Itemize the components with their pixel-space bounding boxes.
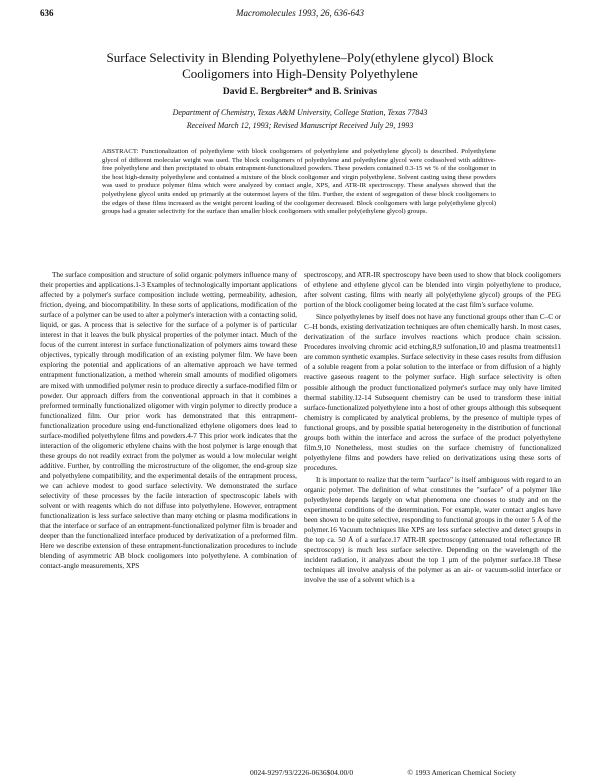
body-paragraph: The surface composition and structure of solid organic polymers influence many of their properties and applications.1-3 Examples of technologically important applications affected by a polymer's surface composition include wetting, permeability, adhesion, friction, dyeing, and biocompatibility. In these sorts of applications, modification of the surface of a polymer can be used to alter a polymer's interaction with a contacting solid, liquid, or gas. A process that is selective for the surface of a polymer is of particular interest in that it leaves the bulk physical properties of the polymer intact. Much of the focus of the current interest in surface functionalization of polymers aims toward these objectives, typically through modification of an existing polymer film. We have been exploring the potential and applications of an alternative approach we have termed entrapment functionalization, a method wherein small amounts of modified oligomers are mixed with unmodified polymer resin to produce directly a surface-modified film or powder. Our approach differs from the conventional approach in that it combines a preformed terminally functionalized oligomer with virgin polymer to directly produce a functionalized film. Our prior work has demonstrated that this entrapment-functionalization procedure using end-functionalized ethylene oligomers does lead to surface-modified polyethylene films and powders.4-7 This prior work indicates that the interaction of the oligomeric ethylene chains with the host polymer is large enough that these groups do not readily extract from the polymer as would a low molecular weight additive. Further, by controlling the microstructure of the oligomer, the end-group size and polyethylene compatibility, and the experimental details of the entrapment process, we can achieve modest to good surface selectivity. We demonstrated the surface selectivity of these processes by the facile interaction of spectroscopic labels with solvent or with reagents which do not diffuse into polyethylene. However, entrapment functionalization is less surface selective than many etching or plasma modifications in that the interface or surface of an entrapment-functionalized polymer film is broader and deeper than the functionalized interface produced by derivatization of a preformed film. Here we describe extension of these entrapment-functionalization procedures to include blending of asymmetric AB block cooligomers into polyethylene. A combination of contact-angle measurements, XPS [40, 271, 297, 571]
article-code: 0024-9297/93/2226-0636$04.00/0 [250, 768, 354, 777]
author-affiliation: Department of Chemistry, Texas A&M University, College Station, Texas 77843 [172, 108, 428, 117]
article-title: Surface Selectivity in Blending Polyethylene–Poly(ethylene glycol) Block Cooligomers into High-Density Polyethylene [106, 50, 494, 81]
body-paragraph: It is important to realize that the term "surface" is itself ambiguous with regard to an organic polymer. The definition of what constitutes the "surface" of a polymer like polyethylene depends largely on what phenomena one chooses to study and on the experimental conditions of the determination. For example, water contact angles have been shown to be quite selective, responding to functional groups in the outer 5 Å of the polymer.16 Vacuum techniques like XPS are less surface selective and detect groups in the top ca. 50 Å of a surface.17 ATR-IR spectroscopy (attenuated total reflectance IR spectroscopy) is much less surface selective. Depending on the wavelength of the incident radiation, it analyzes about the top 1 µm of the polymer surface.18 These techniques all involve analysis of the polymer as an air- or vacuum-solid interface or involve the use of a solvent which is a [304, 475, 561, 585]
body-column-right [304, 270, 561, 585]
body-paragraph: spectroscopy, and ATR-IR spectroscopy have been used to show that block cooligomers of ethylene and ethylene glycol can be blended into virgin polyethylene to produce, after solvent casting, films with nearly all poly(ethylene glycol) groups of the PEG portion of the block cooligomer being located at the cast film's surface volume. [304, 271, 561, 310]
body-paragraph: Since polyethylenes by itself does not have any functional groups other than C–C or C–H bonds, existing derivatization techniques are often chemically harsh. In most cases, derivatization of the surface involves reactions which produce chain scission. Procedures involving chromic acid etching,8,9 sulfonation,10 and plasma treatments11 are common synthetic examples. Surface selectivity in these cases results from diffusion of a soluble reagent from a polar solution to the interface or from diffusion of a highly reactive gaseous reagent to the polymer surface. High surface selectivity is often possible although the product functionalized polymer's surface may only have limited thermal stability.12-14 Subsequent chemistry can be used to transform these initial surface-functionalized polyethylene into a host of other groups although this subsequent chemistry is complicated by analytical problems, by the presence of multiple types of functional groups, and by possible spatial heterogeneity in the distribution of functional groups both within the interface and across the surface of the product polyethylene film.9,10 Nonetheless, most studies on the surface chemistry of functionalized polyethylene films and powders have relied on derivatizations using these sorts of procedures. [304, 313, 561, 472]
journal-citation: Macromolecules 1993, 26, 636-643 [236, 8, 364, 18]
abstract: ABSTRACT: Functionalization of polyethylene with block cooligomers of polyethylene and polyethylene glycol) is described. Polyethylene glycol of different molecular weight was used. The block cooligomers of polyethylene and polyethylene glycol were codissolved with additive-free polyethylene and then precipitated to obtain entrapment-functionalized powders. These powders contained 0.3-15 wt % of the cooligomer in the host high-density polyethylene and contained a mixture of the block cooligomer and virgin polyethylene. Solvent casting using these powders was used to produce polymer films which were analyzed by contact angle, XPS, and ATR-IR spectroscopy. These analyses showed that the polyethylene glycol units ended up primarily at the outermost layers of the film. Further, the extent of segregation of these block cooligomers to the edges of these films increased as the weight percent loading of the cooligomer decreased. Block cooligomers with large poly(ethylene glycol) groups had a greater selectivity for the surface than smaller block cooligomers with smaller poly(ethylene glycol) groups. [102, 148, 496, 216]
copyright-notice: © 1993 American Chemical Society [407, 768, 516, 777]
received-dates: Received March 12, 1993; Revised Manuscript Received July 29, 1993 [186, 121, 414, 130]
body-column-left [40, 270, 297, 571]
article-authors: David E. Bergbreiter* and B. Srinivas [222, 87, 378, 97]
page-number: 636 [40, 8, 54, 18]
